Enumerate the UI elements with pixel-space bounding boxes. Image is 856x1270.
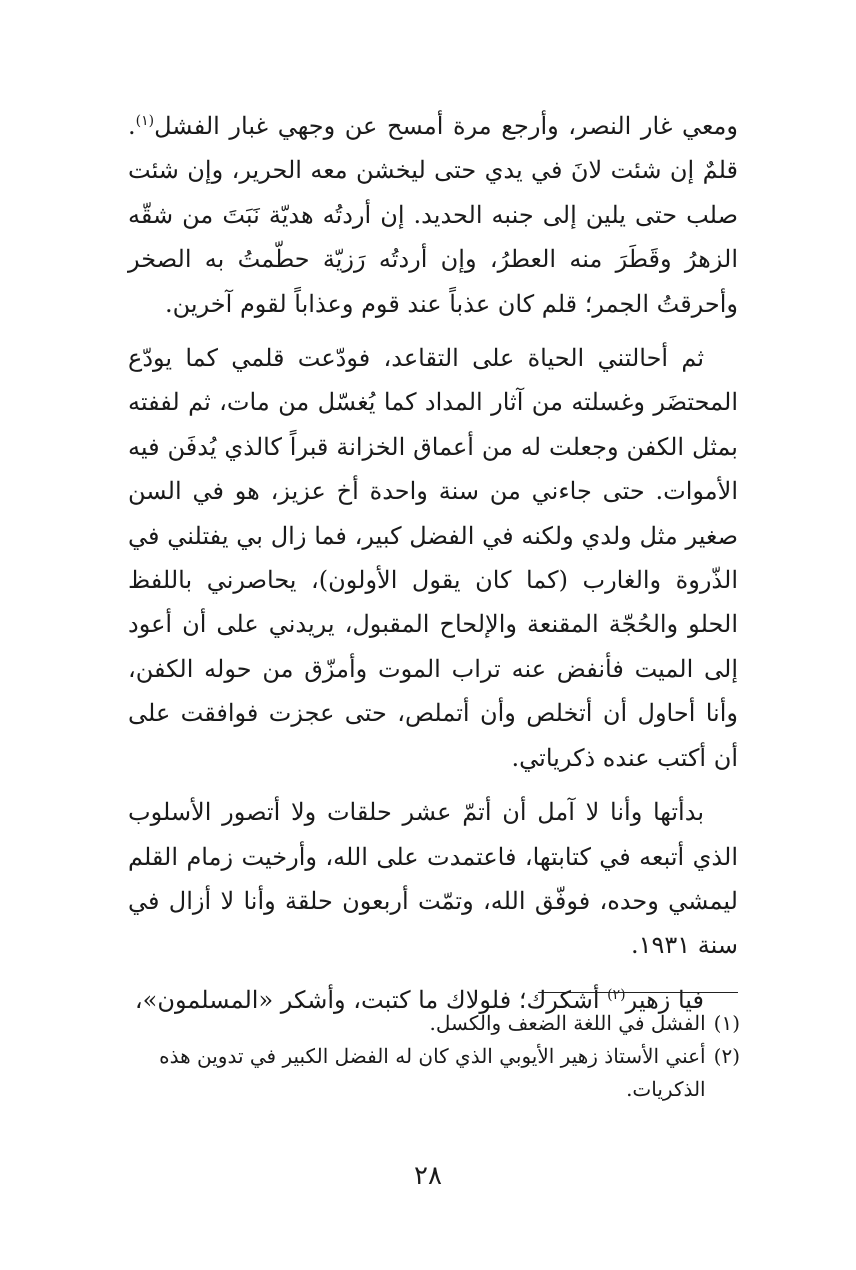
footnote-separator xyxy=(538,992,738,993)
paragraph-1-text: ومعي غار النصر، وأرجع مرة أمسح عن وجهي غبار الفشل xyxy=(154,112,738,140)
footnote-number: (٢) xyxy=(713,1044,740,1068)
footnotes xyxy=(128,1007,740,1106)
footnote-text: الفشل في اللغة الضعف والكسل. xyxy=(429,1011,706,1035)
footnote-ref-1: (١) xyxy=(135,113,155,129)
paragraph-4-text: فيا زهير xyxy=(625,985,704,1014)
footnote-1 xyxy=(128,1007,740,1040)
footnote-text: أعني الأستاذ زهير الأيوبي الذي كان له الفضل الكبير في تدوين هذه الذكريات. xyxy=(159,1044,706,1101)
paragraph-1 xyxy=(128,104,738,326)
footnote-2 xyxy=(128,1040,740,1106)
paragraph-3: بدأتها وأنا لا آمل أن أتمّ عشر حلقات ولا أتصور الأسلوب الذي أتبعه في كتابتها، فاعتمدت على الله، وأرخيت زمام القلم ليمشي وحده، فوفّق الله، وتمّت أربعون حلقة وأنا لا أزال في سنة ١٩٣١. xyxy=(128,798,738,960)
paragraph-1-tail: . قلمٌ إن شئت لانَ في يدي حتى ليخشن معه الحرير، وإن شئت صلب حتى يلين إلى جنبه الحديد. إن أردتُه هديّة نَبَتَ من شقّه الزهرُ وقَطَرَ منه العطرُ، وإن أردتُه رَزيّة حطّمتُ به الصخر وأحرقتُ الجمر؛ قلم كان عذباً عند قوم وعذاباً لقوم آخرين. xyxy=(128,112,738,318)
paragraph-4-tail: أشكرك؛ فلولاك ما كتبت، وأشكر «المسلمون»، xyxy=(134,985,608,1014)
body-text xyxy=(128,104,738,1022)
footnote-ref-2: (٢) xyxy=(607,986,626,1003)
page-number: ٢٨ xyxy=(414,1161,442,1191)
paragraph-2: ثم أحالتني الحياة على التقاعد، فودّعت قلمي كما يودّع المحتضَر وغسلته من آثار المداد كما يُغسّل من مات، ثم لففته بمثل الكفن وجعلت له من أعماق الخزانة قبراً كالذي يُدفَن فيه الأموات. حتى جاءني من سنة واحدة أخ عزيز، هو في السن صغير مثل ولدي ولكنه في الفضل كبير، فما زال بي يفتلني في الذّروة والغارب (كما كان يقول الأولون)، يحاصرني باللفظ الحلو والحُجّة المقنعة والإلحاح المقبول، يريدني على أن أعود إلى الميت فأنفض عنه تراب الموت وأمزّق من حوله الكفن، وأنا أحاول أن أتخلص وأن أتملص، حتى عجزت فوافقت على أن أكتب عنده ذكرياتي. xyxy=(128,344,738,772)
footnote-number: (١) xyxy=(713,1011,740,1035)
